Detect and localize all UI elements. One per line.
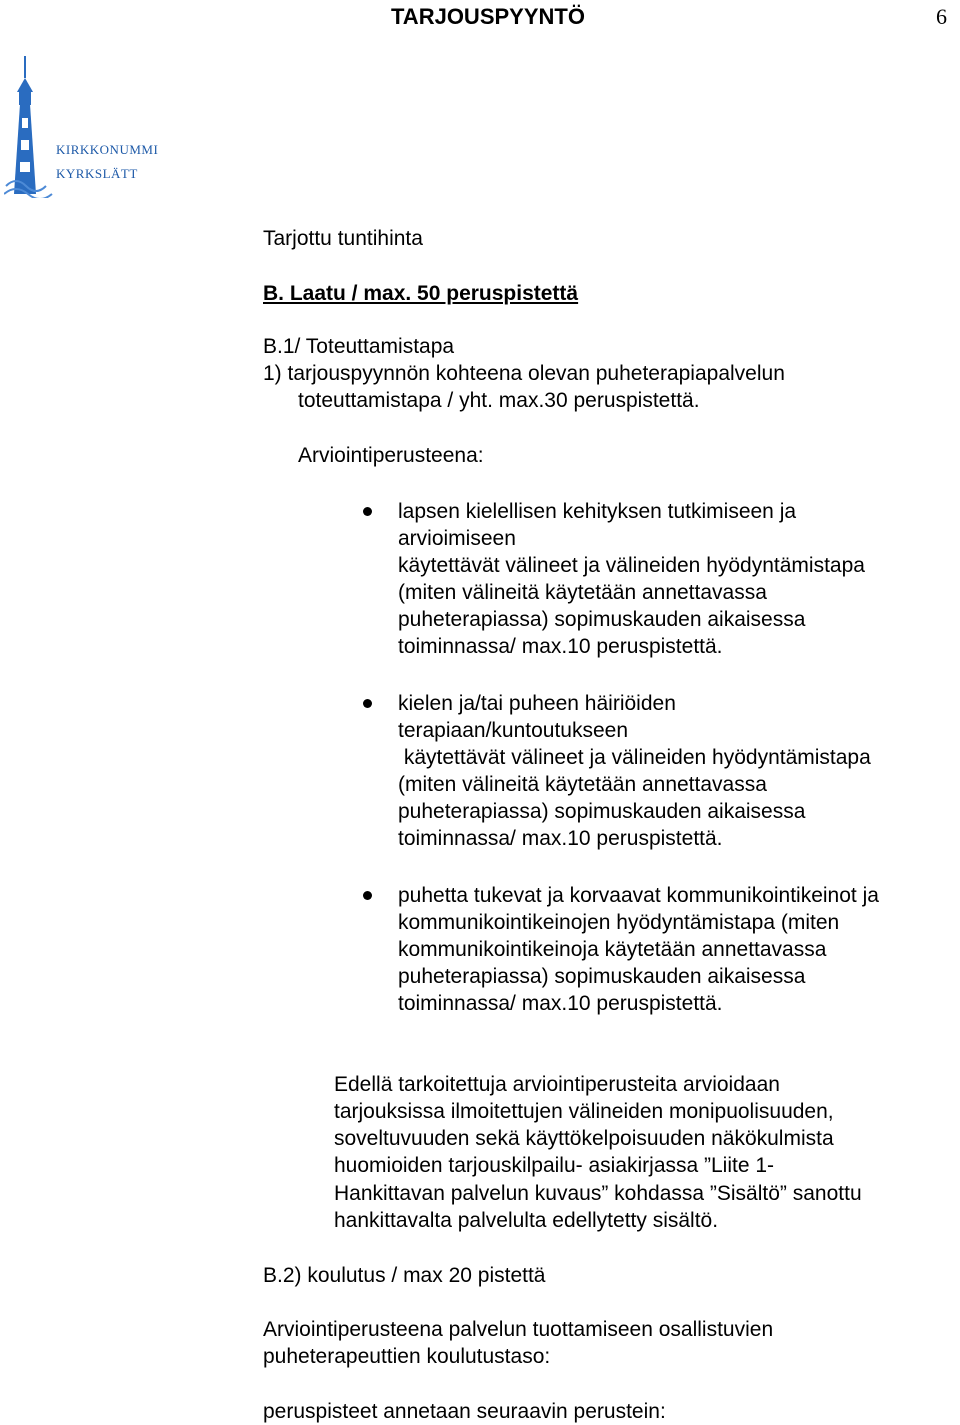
b1-item-line-1: 1) tarjouspyynnön kohteena olevan puheterapiapalvelun — [263, 362, 785, 385]
b2-criteria-line-2: puheterapeuttien koulutustaso: — [263, 1345, 551, 1368]
bullet-1-line: käytettävät välineet ja välineiden hyödyntämistapa — [398, 554, 865, 577]
bullet-2-line: kielen ja/tai puheen häiriöiden — [398, 692, 676, 715]
points-basis-label: peruspisteet annetaan seuraavin perustein: — [263, 1400, 666, 1423]
bullet-2-line: terapiaan/kuntoutukseen — [398, 719, 629, 742]
bullet-1-line: arvioimiseen — [398, 527, 516, 550]
criteria-label: Arviointiperusteena: — [298, 444, 484, 467]
bullet-1-line: (miten välineitä käytetään annettavassa — [398, 581, 767, 604]
bullet-1-line: puheterapiassa) sopimuskauden aikaisessa — [398, 608, 806, 631]
b2-title: B.2) koulutus / max 20 pistettä — [263, 1264, 546, 1287]
bullet-3-line: kommunikointikeinoja käytetään annettavassa — [398, 938, 827, 961]
bullet-icon — [363, 891, 372, 900]
bullet-3-line: toiminnassa/ max.10 peruspistettä. — [398, 992, 723, 1015]
paragraph-line: Hankittavan palvelun kuvaus” kohdassa ”Sisältö” sanottu — [334, 1182, 862, 1205]
offered-rate-label: Tarjottu tuntihinta — [263, 227, 423, 250]
bullet-2-line: toiminnassa/ max.10 peruspistettä. — [398, 827, 723, 850]
page-number: 6 — [936, 4, 947, 29]
logo-text-finnish: KIRKKONUMMI — [56, 142, 159, 157]
b1-title: B.1/ Toteuttamistapa — [263, 335, 455, 358]
bullet-2-line: (miten välineitä käytetään annettavassa — [398, 773, 767, 796]
bullet-1-line: lapsen kielellisen kehityksen tutkimiseen ja — [398, 500, 797, 523]
b1-item-line-2: toteuttamistapa / yht. max.30 peruspistettä. — [298, 389, 700, 412]
paragraph-line: hankittavalta palvelulta edellytetty sisältö. — [334, 1209, 719, 1232]
bullet-3-line: puhetta tukevat ja korvaavat kommunikointikeinot ja — [398, 884, 879, 907]
quality-heading — [263, 280, 578, 307]
document-title: TARJOUSPYYNTÖ — [391, 4, 585, 29]
logo-text-swedish: KYRKSLÄTT — [56, 166, 138, 181]
bullet-2-line: käytettävät välineet ja välineiden hyödyntämistapa — [398, 746, 871, 769]
bullet-icon — [363, 699, 372, 708]
bullet-1-line: toiminnassa/ max.10 peruspistettä. — [398, 635, 723, 658]
b2-criteria-line-1: Arviointiperusteena palvelun tuottamiseen osallistuvien — [263, 1318, 774, 1341]
bullet-2-line: puheterapiassa) sopimuskauden aikaisessa — [398, 800, 806, 823]
municipality-logo — [4, 56, 159, 198]
paragraph-line: tarjouksissa ilmoitettujen välineiden monipuolisuuden, — [334, 1100, 834, 1123]
paragraph-line: Edellä tarkoitettuja arviointiperusteita arvioidaan — [334, 1073, 780, 1096]
bullet-3-line: puheterapiassa) sopimuskauden aikaisessa — [398, 965, 806, 988]
quality-heading-text: B. Laatu / max. 50 peruspistettä — [263, 282, 579, 305]
paragraph-line: huomioiden tarjouskilpailu- asiakirjassa ”Liite 1- — [334, 1154, 775, 1177]
bullet-3-line: kommunikointikeinojen hyödyntämistapa (miten — [398, 911, 840, 934]
paragraph-line: soveltuvuuden sekä käyttökelpoisuuden näkökulmista — [334, 1127, 834, 1150]
bullet-icon — [363, 507, 372, 516]
